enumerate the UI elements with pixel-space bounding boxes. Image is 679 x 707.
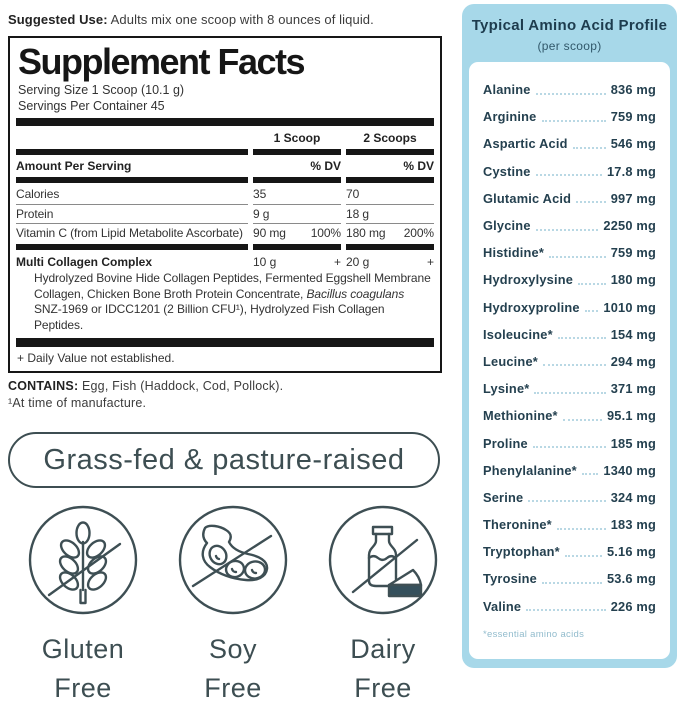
col1-dv-header: % DV: [310, 159, 341, 174]
gluten-free-item: [8, 504, 158, 707]
dotted-leader: [576, 201, 606, 203]
dotted-leader: [534, 392, 605, 394]
divider-bar: [16, 338, 434, 347]
dairy-free-label: Dairy Free: [350, 634, 416, 703]
nutrient-name: Calories: [16, 185, 248, 205]
soy-free-label: Soy Free: [204, 634, 262, 703]
col2-amount: 18 g: [346, 206, 369, 221]
col2-dv-header: % DV: [403, 159, 434, 174]
amino-value: 154 mg: [610, 326, 656, 342]
amino-value: 1340 mg: [603, 462, 656, 478]
amino-name: Methionine*: [483, 408, 558, 424]
servings-per-container: Servings Per Container 45: [18, 99, 165, 114]
amino-value: 183 mg: [610, 517, 656, 533]
amino-value: 226 mg: [610, 598, 656, 614]
amino-name: Serine: [483, 489, 524, 505]
manufacture-note: ¹At time of manufacture.: [8, 396, 147, 411]
amino-row: [483, 593, 656, 620]
dotted-leader: [536, 174, 602, 176]
multi-collagen-row: [16, 252, 434, 270]
amino-row: [483, 538, 656, 565]
contains-label: CONTAINS:: [8, 379, 79, 394]
amino-row: [483, 103, 656, 130]
segmented-divider-bar: [16, 177, 434, 183]
dietary-icons-row: [8, 504, 458, 707]
dotted-leader: [563, 419, 602, 421]
amino-row: [483, 266, 656, 293]
dotted-leader: [536, 229, 599, 231]
nutrient-col1: [253, 205, 341, 225]
supplement-facts-title: Supplement Facts: [18, 41, 305, 82]
col1-amount: 35: [253, 187, 267, 202]
amino-row: [483, 429, 656, 456]
nutrient-col1: [253, 224, 341, 243]
amino-value: 546 mg: [610, 136, 656, 152]
amino-row: [483, 185, 656, 212]
amino-row: [483, 484, 656, 511]
amino-name: Histidine*: [483, 245, 545, 261]
nutrient-row: [16, 185, 434, 205]
amino-value: 294 mg: [610, 353, 656, 369]
amino-row: [483, 130, 656, 157]
amino-list-card: [469, 62, 670, 659]
scoop-header-row: [16, 129, 434, 148]
dotted-leader: [549, 256, 606, 258]
amino-value: 1010 mg: [603, 299, 656, 315]
col2-amount: 70: [346, 187, 360, 202]
soy-free-item: [158, 504, 308, 707]
amino-row: [483, 239, 656, 266]
grass-fed-badge-text: Grass-fed & pasture-raised: [43, 443, 405, 476]
amino-name: Theronine*: [483, 517, 552, 533]
amino-row: [483, 321, 656, 348]
left-column: [8, 12, 442, 707]
dotted-leader: [543, 364, 606, 366]
contains-line: [8, 379, 442, 393]
dotted-leader: [528, 500, 605, 502]
amino-value: 53.6 mg: [606, 571, 656, 587]
segmented-divider-bar: [16, 149, 434, 155]
dotted-leader: [582, 473, 599, 475]
amino-panel-title: Typical Amino Acid Profile: [471, 17, 668, 34]
multi-collagen-col2: 20 g +: [346, 254, 434, 269]
amino-value: 836 mg: [610, 82, 656, 98]
daily-value-footnote: + Daily Value not established.: [17, 351, 175, 366]
amino-name: Glycine: [483, 218, 531, 234]
suggested-use-label: Suggested Use:: [8, 12, 108, 27]
dotted-leader: [526, 609, 605, 611]
nutrient-col2: [346, 205, 434, 225]
amino-name: Hydroxyproline: [483, 299, 580, 315]
amino-name: Arginine: [483, 109, 537, 125]
dotted-leader: [542, 120, 606, 122]
amount-per-serving-row: [16, 157, 434, 176]
amino-row: [483, 511, 656, 538]
contains-text: Egg, Fish (Haddock, Cod, Pollock).: [78, 379, 284, 394]
dotted-leader: [573, 147, 606, 149]
col2-header: 2 Scoops: [363, 131, 417, 146]
amino-row: [483, 457, 656, 484]
suggested-use-line: [8, 12, 442, 27]
amino-name: Alanine: [483, 82, 531, 98]
amino-value: 2250 mg: [603, 218, 656, 234]
amino-acid-panel: [462, 4, 677, 668]
amino-value: 5.16 mg: [606, 544, 656, 560]
col2-amount: 180 mg: [346, 226, 386, 241]
segmented-divider-bar: [16, 244, 434, 250]
amino-name: Lysine*: [483, 381, 530, 397]
gluten-free-label: Gluten Free: [41, 634, 125, 703]
essential-amino-footnote: *essential amino acids: [483, 628, 585, 640]
nutrient-col2: [346, 185, 434, 205]
soybean-slash-icon: [177, 504, 289, 616]
amino-value: 759 mg: [610, 245, 656, 261]
amino-value: 185 mg: [610, 435, 656, 451]
amino-panel-header: [462, 4, 677, 53]
col1-amount: 9 g: [253, 206, 270, 221]
wheat-slash-icon: [27, 504, 139, 616]
col2-dv: 200%: [403, 226, 434, 241]
amino-value: 180 mg: [610, 272, 656, 288]
nutrient-rows: [16, 185, 434, 243]
amino-value: 95.1 mg: [606, 408, 656, 424]
dotted-leader: [565, 555, 602, 557]
amount-per-serving-label: Amount Per Serving: [16, 159, 132, 174]
amino-name: Phenylalanine*: [483, 462, 577, 478]
nutrient-col1: [253, 185, 341, 205]
dotted-leader: [578, 283, 606, 285]
amino-value: 997 mg: [610, 190, 656, 206]
amino-list: [483, 76, 656, 620]
amino-name: Isoleucine*: [483, 326, 553, 342]
amino-name: Glutamic Acid: [483, 190, 572, 206]
milk-bottle-cheese-slash-icon: [327, 504, 439, 616]
multi-collagen-description: Hydrolyzed Bovine Hide Collagen Peptides, Fermented Eggshell Membrane Collagen, Chicken Bone Broth Protein Concentrate, Bacillus coagulans SNZ-1969 or IDCC1201 (2 Billion CFU¹), Hydrolyzed Fish Collagen Peptides.: [34, 270, 431, 332]
serving-size: Serving Size 1 Scoop (10.1 g): [18, 83, 185, 98]
amino-panel-subtitle: (per scoop): [537, 39, 602, 53]
amino-name: Tryptophan*: [483, 544, 560, 560]
amino-row: [483, 348, 656, 375]
grass-fed-badge: [8, 432, 440, 488]
amino-name: Cystine: [483, 163, 531, 179]
amino-row: [483, 375, 656, 402]
suggested-use-text: Adults mix one scoop with 8 ounces of liquid.: [107, 12, 374, 27]
amino-value: 17.8 mg: [606, 163, 656, 179]
amino-name: Tyrosine: [483, 571, 537, 587]
bacillus-coagulans-italic: Bacillus coagulans: [306, 286, 405, 301]
amino-row: [483, 402, 656, 429]
amino-value: 324 mg: [610, 489, 656, 505]
nutrient-name: Vitamin C (from Lipid Metabolite Ascorbate): [16, 226, 243, 241]
nutrient-col2: [346, 224, 434, 243]
dairy-free-item: [308, 504, 458, 707]
amino-value: 371 mg: [610, 381, 656, 397]
amino-name: Aspartic Acid: [483, 136, 568, 152]
amino-row: [483, 212, 656, 239]
amino-row: [483, 565, 656, 592]
amino-value: 759 mg: [610, 109, 656, 125]
dotted-leader: [533, 446, 606, 448]
multi-collagen-name: Multi Collagen Complex: [16, 254, 153, 269]
divider-bar: [16, 118, 434, 126]
col1-dv: 100%: [310, 226, 341, 241]
col1-amount: 90 mg: [253, 226, 286, 241]
amino-name: Leucine*: [483, 353, 538, 369]
amino-name: Proline: [483, 435, 528, 451]
amino-name: Hydroxylysine: [483, 272, 574, 288]
supplement-facts-panel: [8, 36, 442, 373]
amino-row: [483, 294, 656, 321]
nutrient-row: [16, 205, 434, 225]
dotted-leader: [557, 528, 606, 530]
dotted-leader: [558, 337, 606, 339]
nutrient-row: [16, 224, 434, 243]
amino-row: [483, 158, 656, 185]
nutrient-name: Protein: [16, 205, 248, 225]
dotted-leader: [536, 93, 606, 95]
dotted-leader: [542, 582, 602, 584]
col1-header: 1 Scoop: [273, 131, 321, 146]
amino-row: [483, 76, 656, 103]
multi-collagen-col1: 10 g +: [253, 254, 341, 269]
amino-name: Valine: [483, 598, 522, 614]
dotted-leader: [585, 310, 599, 312]
